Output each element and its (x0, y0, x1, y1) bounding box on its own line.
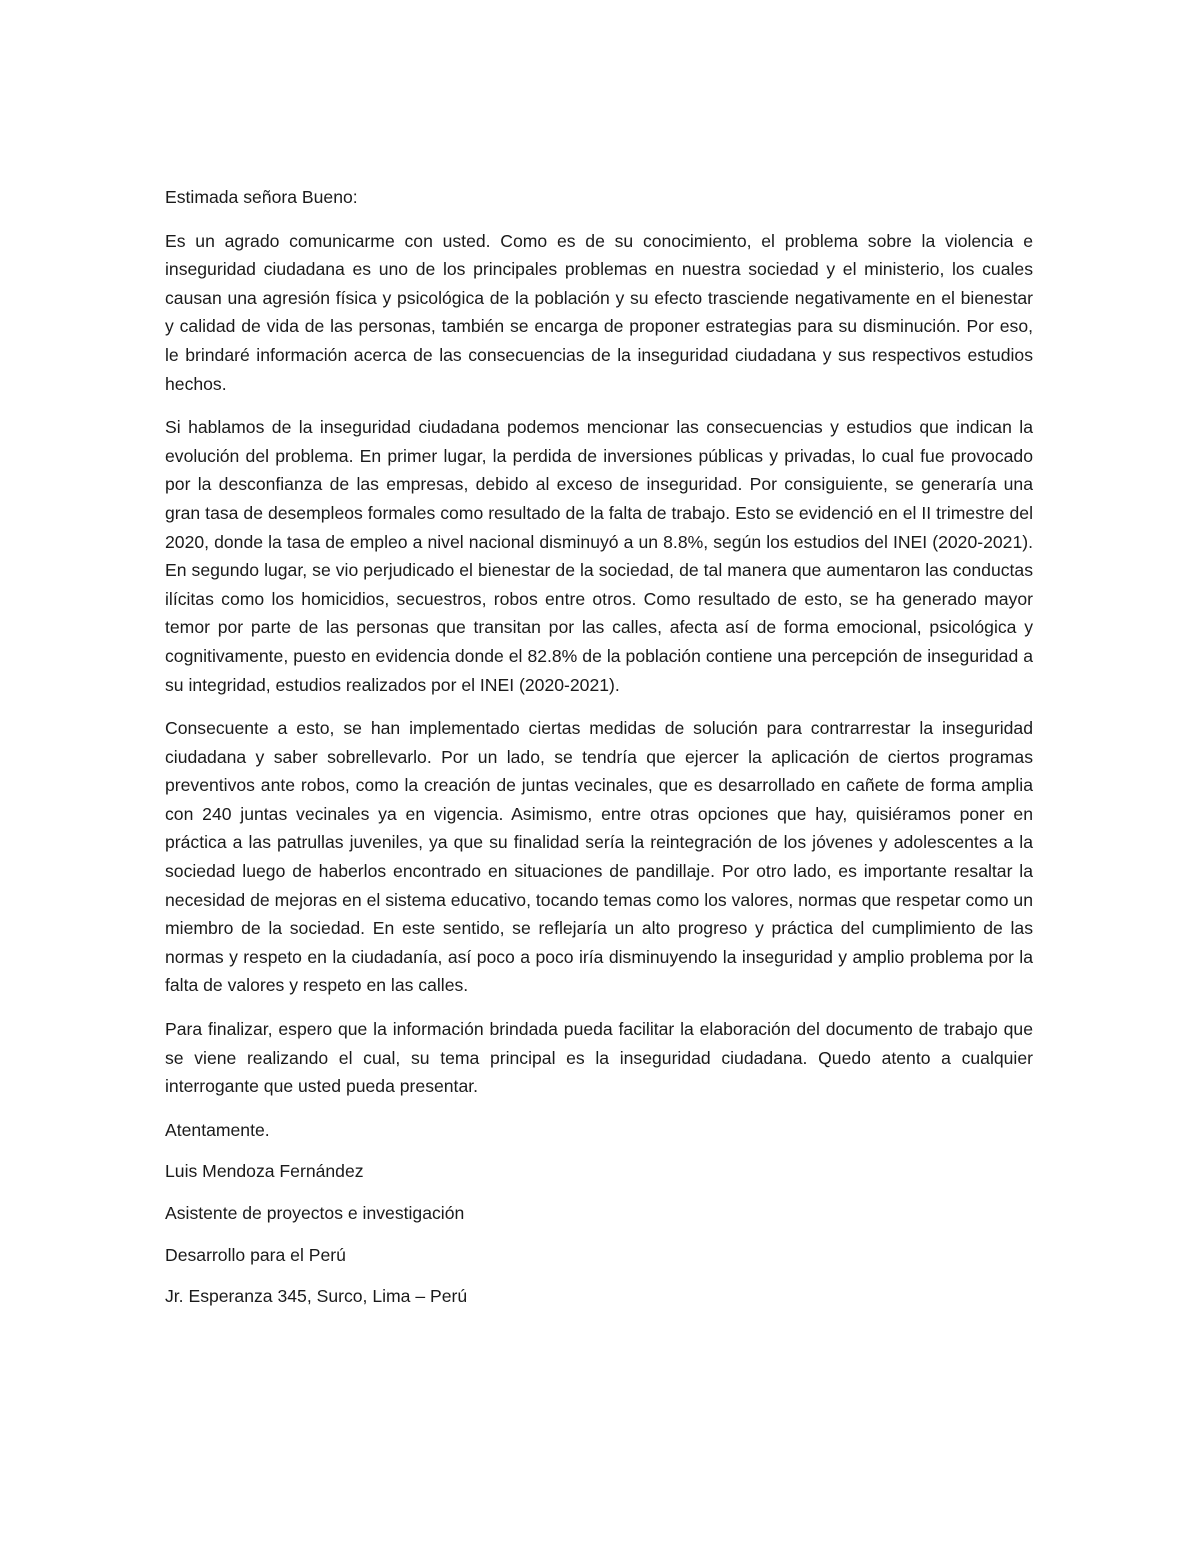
letter-salutation: Estimada señora Bueno: (165, 187, 358, 207)
letter-body (165, 183, 1033, 1324)
letter-closing: Atentamente. (165, 1119, 270, 1140)
letter-paragraph-4: Para finalizar, espero que la información brindada pueda facilitar la elaboración del documento de trabajo que se viene realizando el cual, su tema principal es la inseguridad ciudadana. Quedo atento a cualquier interrogante que usted pueda presentar. (165, 1019, 1033, 1097)
signature-organization: Desarrollo para el Perú (165, 1244, 346, 1265)
signature-position: Asistente de proyectos e investigación (165, 1203, 465, 1223)
signature-name: Luis Mendoza Fernández (165, 1161, 364, 1182)
signature-address: Jr. Esperanza 345, Surco, Lima – Perú (165, 1286, 468, 1307)
letter-paragraph-3: Consecuente a esto, se han implementado ciertas medidas de solución para contrarrestar la inseguridad ciudadana y saber sobrellevarlo. Por un lado, se tendría que ejercer la aplicación de ciertos programas preventivos ante robos, como la creación de juntas vecinales, que es desarrollado en cañete de forma amplia con 240 juntas vecinales ya en vigencia. Asimismo, entre otras opciones que hay, quisiéramos poner en práctica a las patrullas juveniles, ya que su finalidad sería la reintegración de los jóvenes y adolescentes a la sociedad luego de haberlos encontrado en situaciones de pandillaje. Por otro lado, es importante resaltar la necesidad de mejoras en el sistema educativo, tocando temas como los valores, normas que respetar como un miembro de la sociedad. En este sentido, se reflejaría un alto progreso y práctica del cumplimiento de las normas y respeto en la ciudadanía, así poco a poco iría disminuyendo la inseguridad y amplio problema por la falta de valores y respeto en las calles. (165, 718, 1033, 996)
letter-paragraph-1: Es un agrado comunicarme con usted. Como es de su conocimiento, el problema sobre la violencia e inseguridad ciudadana es uno de los principales problemas en nuestra sociedad y el ministerio, los cuales causan una agresión física y psicológica de la población y su efecto trasciende negativamente en el bienestar y calidad de vida de las personas, también se encarga de proponer estrategias para su disminución. Por eso, le brindaré información acerca de las consecuencias de la inseguridad ciudadana y sus respectivos estudios hechos. (165, 230, 1033, 394)
letter-paragraph-2: Si hablamos de la inseguridad ciudadana podemos mencionar las consecuencias y estudios que indican la evolución del problema. En primer lugar, la perdida de inversiones públicas y privadas, lo cual fue provocado por la desconfianza de las empresas, debido al exceso de inseguridad. Por consiguiente, se generaría una gran tasa de desempleos formales como resultado de la falta de trabajo. Esto se evidenció en el II trimestre del 2020, donde la tasa de empleo a nivel nacional disminuyó a un 8.8%, según los estudios del INEI (2020-2021). En segundo lugar, se vio perjudicado el bienestar de la sociedad, de tal manera que aumentaron las conductas ilícitas como los homicidios, secuestros, robos entre otros. Como resultado de esto, se ha generado mayor temor por parte de las personas que transitan por las calles, afecta así de forma emocional, psicológica y cognitivamente, puesto en evidencia donde el 82.8% de la población contiene una percepción de inseguridad a su integridad, estudios realizados por el INEI (2020-2021). (165, 417, 1033, 695)
